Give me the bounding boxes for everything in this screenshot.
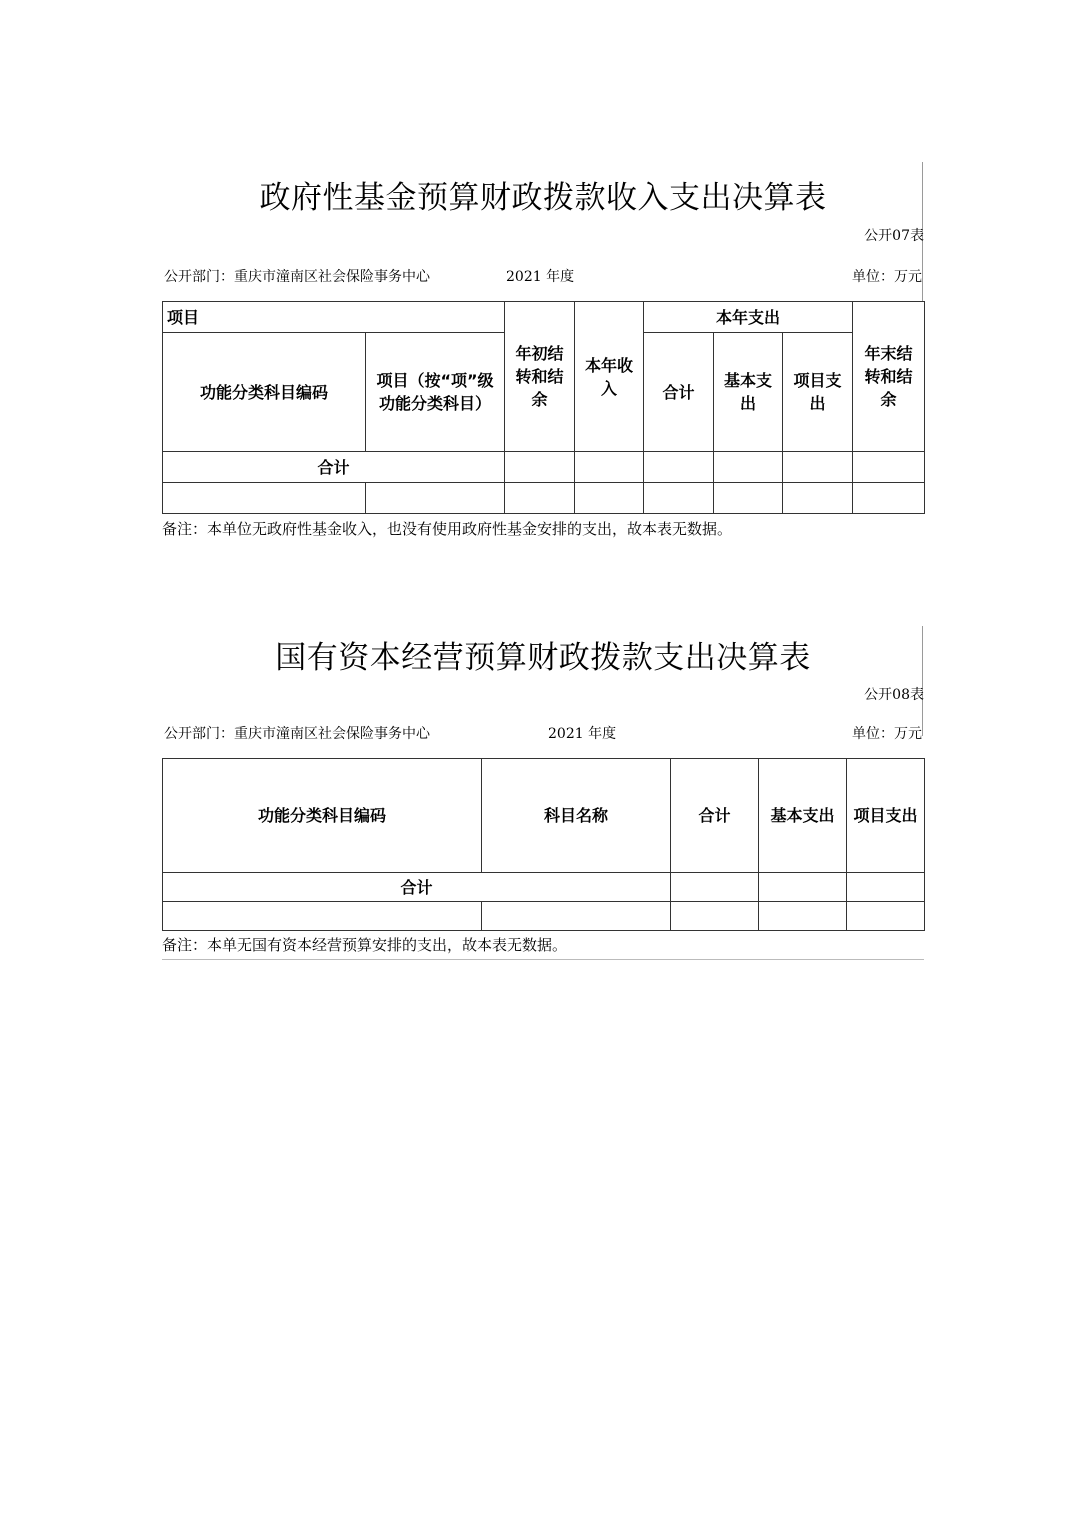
department-label: 公开部门：重庆市潼南区社会保险事务中心 xyxy=(164,726,430,742)
table08-note: 备注：本单无国有资本经营预算安排的支出，故本表无数据。 xyxy=(162,936,568,954)
table-cell xyxy=(505,483,575,514)
table07-title: 政府性基金预算财政拨款收入支出决算表 xyxy=(259,180,827,216)
header-expense: 本年支出 xyxy=(644,302,853,333)
fiscal-year: 2021 年度 xyxy=(548,726,617,742)
table07-grid xyxy=(162,301,925,514)
header-basic-expense: 基本支出 xyxy=(759,759,847,873)
total-row-label: 合计 xyxy=(163,452,505,483)
table07-note: 备注：本单位无政府性基金收入，也没有使用政府性基金安排的支出，故本表无数据。 xyxy=(162,520,733,538)
table-cell xyxy=(853,452,925,483)
department-label: 公开部门：重庆市潼南区社会保险事务中心 xyxy=(164,269,430,285)
header-project-name: 项目（按“项”级功能分类科目） xyxy=(366,333,505,452)
header-end-balance: 年末结转和结余 xyxy=(853,302,925,452)
table-cell xyxy=(759,873,847,902)
total-row-label: 合计 xyxy=(163,873,671,902)
fiscal-year: 2021 年度 xyxy=(506,269,575,285)
table-cell xyxy=(575,452,644,483)
table-cell xyxy=(163,483,366,514)
header-subject-name: 科目名称 xyxy=(482,759,671,873)
table-cell xyxy=(575,483,644,514)
table-cell xyxy=(714,452,783,483)
header-basic-expense: 基本支出 xyxy=(714,333,783,452)
table-cell xyxy=(847,902,925,931)
header-project: 项目 xyxy=(163,302,505,333)
table-cell xyxy=(714,483,783,514)
table-cell xyxy=(482,902,671,931)
table-cell xyxy=(366,483,505,514)
table07-meta xyxy=(162,266,924,288)
table-cell xyxy=(847,873,925,902)
table08-number: 公开08表 xyxy=(864,687,924,703)
table-cell xyxy=(163,902,482,931)
table08-grid xyxy=(162,758,925,931)
table-cell xyxy=(783,483,853,514)
unit-label: 单位：万元 xyxy=(852,726,922,742)
table-cell xyxy=(644,452,714,483)
table08-meta xyxy=(162,723,924,745)
table-cell xyxy=(783,452,853,483)
bottom-divider xyxy=(162,959,924,960)
header-expense-total: 合计 xyxy=(644,333,714,452)
header-income: 本年收入 xyxy=(575,302,644,452)
table-cell xyxy=(644,483,714,514)
header-project-expense: 项目支出 xyxy=(847,759,925,873)
table-cell xyxy=(853,483,925,514)
table-cell xyxy=(671,873,759,902)
table07-number: 公开07表 xyxy=(864,228,924,244)
unit-label: 单位：万元 xyxy=(852,269,922,285)
table-cell xyxy=(505,452,575,483)
table08-section xyxy=(162,624,924,964)
table08-title: 国有资本经营预算财政拨款支出决算表 xyxy=(275,640,811,676)
table-cell xyxy=(759,902,847,931)
header-func-code: 功能分类科目编码 xyxy=(163,759,482,873)
header-total: 合计 xyxy=(671,759,759,873)
table-cell xyxy=(671,902,759,931)
table07-section xyxy=(162,160,924,540)
header-project-expense: 项目支出 xyxy=(783,333,853,452)
header-begin-balance: 年初结转和结余 xyxy=(505,302,575,452)
header-func-code: 功能分类科目编码 xyxy=(163,333,366,452)
